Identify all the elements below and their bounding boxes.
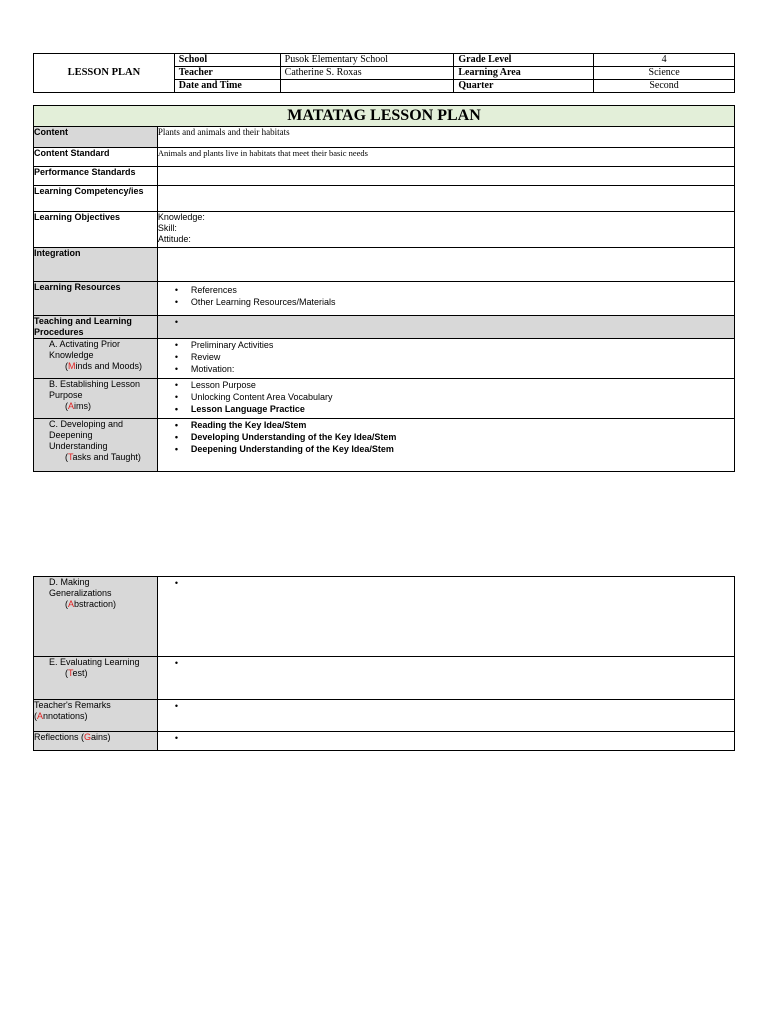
- learning-competency-value: [157, 186, 734, 212]
- performance-standards-label: Performance Standards: [34, 167, 158, 186]
- objective-skill: Skill:: [157, 223, 177, 233]
- integration-label: Integration: [34, 248, 158, 282]
- teachers-remarks-label: Teacher's Remarks (Annotations): [34, 700, 158, 732]
- evaluating-learning-value: [157, 657, 734, 700]
- understanding-item: • Developing Understanding of the Key Idea/Stem: [158, 431, 734, 443]
- activity-item: • Motivation:: [158, 363, 734, 375]
- grade-label: Grade Level: [454, 54, 594, 67]
- learning-area-value: Science: [594, 67, 735, 80]
- lesson-plan-table: [33, 105, 735, 472]
- lesson-plan-label: LESSON PLAN: [34, 54, 175, 93]
- performance-standards-value: [157, 167, 734, 186]
- purpose-item: • Lesson Language Practice: [158, 403, 734, 415]
- lesson-plan-table-continued: [33, 576, 735, 751]
- purpose-item: • Unlocking Content Area Vocabulary: [158, 391, 734, 403]
- content-standard-value: Animals and plants live in habitats that meet their basic needs: [157, 148, 734, 167]
- learning-area-label: Learning Area: [454, 67, 594, 80]
- header-table: [33, 53, 735, 93]
- resource-item: • Other Learning Resources/Materials: [158, 296, 734, 308]
- objective-knowledge: Knowledge:: [157, 212, 205, 222]
- learning-competency-label: Learning Competency/ies: [34, 186, 158, 212]
- developing-understanding-label: C. Developing and Deepening Understanding (Tasks and Taught): [34, 419, 158, 472]
- establishing-lesson-purpose-value: [157, 379, 734, 419]
- school-value: Pusok Elementary School: [280, 54, 454, 67]
- activating-prior-knowledge-value: [157, 339, 734, 379]
- making-generalizations-value: [157, 577, 734, 657]
- reflections-value: [157, 732, 734, 751]
- understanding-item: • Deepening Understanding of the Key Idea/Stem: [158, 443, 734, 455]
- content-value: Plants and animals and their habitats: [157, 127, 734, 148]
- date-value: [280, 80, 454, 93]
- procedures-value: [157, 316, 734, 339]
- procedures-label: Teaching and Learning Procedures: [34, 316, 158, 339]
- content-label: Content: [34, 127, 158, 148]
- date-label: Date and Time: [174, 80, 280, 93]
- purpose-item: • Lesson Purpose: [158, 379, 734, 391]
- teachers-remarks-value: [157, 700, 734, 732]
- content-standard-label: Content Standard: [34, 148, 158, 167]
- evaluating-learning-label: E. Evaluating Learning (Test): [34, 657, 158, 700]
- integration-value: [157, 248, 734, 282]
- learning-objectives-value: [157, 212, 734, 248]
- quarter-value: Second: [594, 80, 735, 93]
- school-label: School: [174, 54, 280, 67]
- developing-understanding-value: [157, 419, 734, 472]
- activating-prior-knowledge-label: A. Activating Prior Knowledge (Minds and Moods): [34, 339, 158, 379]
- learning-objectives-label: Learning Objectives: [34, 212, 158, 248]
- grade-value: 4: [594, 54, 735, 67]
- plan-title: MATATAG LESSON PLAN: [34, 106, 735, 127]
- quarter-label: Quarter: [454, 80, 594, 93]
- activity-item: • Preliminary Activities: [158, 339, 734, 351]
- objective-attitude: Attitude:: [157, 234, 191, 244]
- learning-resources-label: Learning Resources: [34, 282, 158, 316]
- learning-resources-value: [157, 282, 734, 316]
- establishing-lesson-purpose-label: B. Establishing Lesson Purpose (Aims): [34, 379, 158, 419]
- resource-item: • References: [158, 284, 734, 296]
- making-generalizations-label: D. Making Generalizations (Abstraction): [34, 577, 158, 657]
- reflections-label: Reflections (Gains): [34, 732, 158, 751]
- teacher-label: Teacher: [174, 67, 280, 80]
- activity-item: • Review: [158, 351, 734, 363]
- teacher-value: Catherine S. Roxas: [280, 67, 454, 80]
- understanding-item: • Reading the Key Idea/Stem: [158, 419, 734, 431]
